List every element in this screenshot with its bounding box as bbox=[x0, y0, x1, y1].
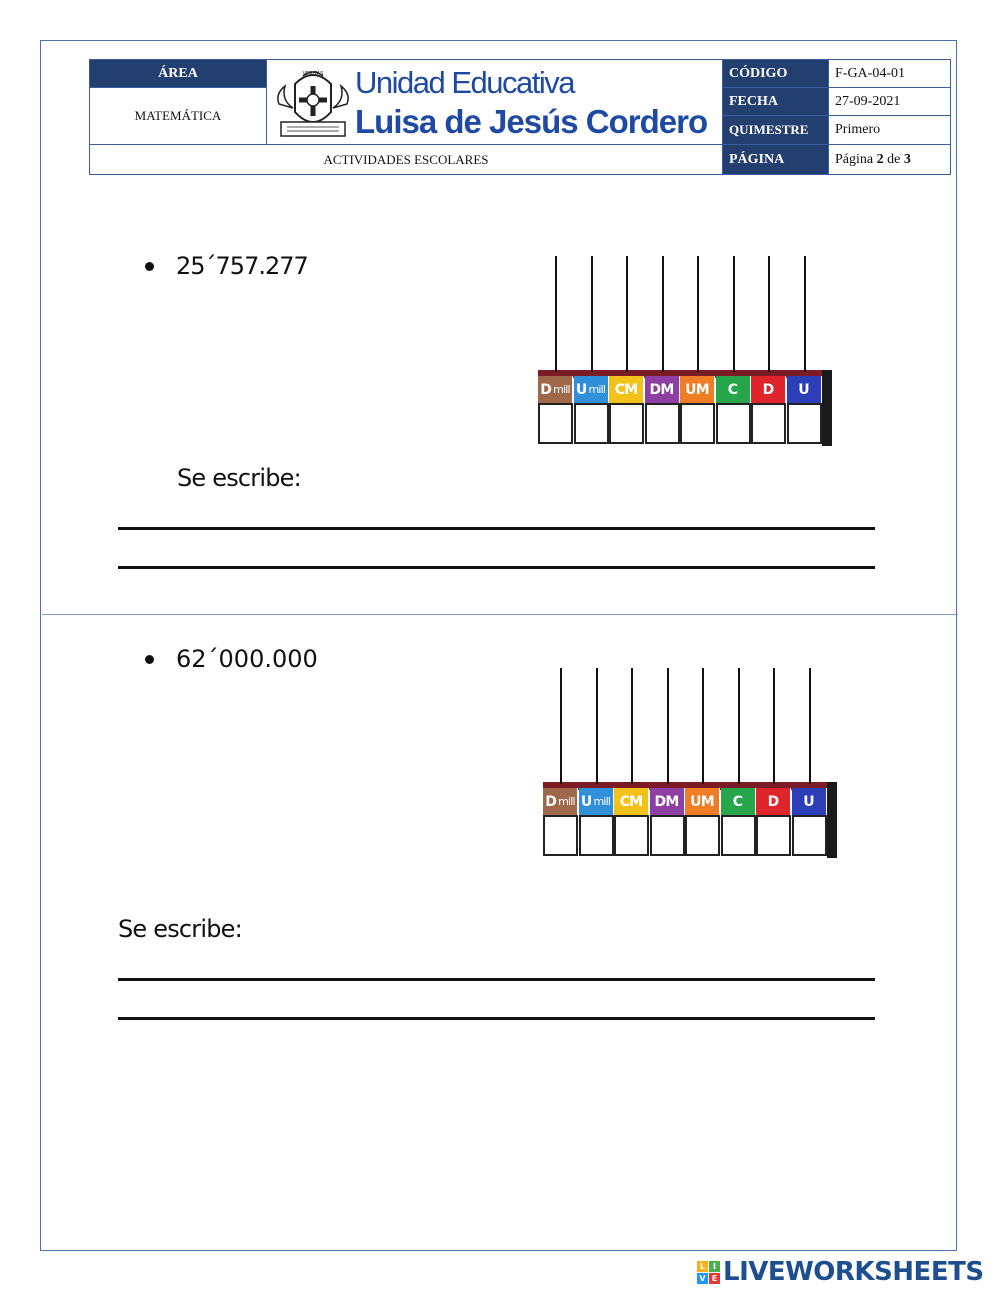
digit-input-box[interactable] bbox=[756, 815, 791, 856]
place-value-label-text: U bbox=[580, 793, 592, 810]
abacus-rod bbox=[738, 668, 740, 784]
place-value-label-sub: mill bbox=[558, 795, 575, 808]
digit-input-box[interactable] bbox=[609, 403, 644, 444]
place-value-label bbox=[538, 376, 573, 403]
liveworksheets-logo-icon bbox=[697, 1261, 720, 1284]
digit-input-box[interactable] bbox=[650, 815, 685, 856]
place-value-label-text: C bbox=[727, 381, 738, 398]
abacus-rod bbox=[804, 256, 806, 372]
abacus-rod bbox=[591, 256, 593, 372]
codigo-value: F-GA-04-01 bbox=[828, 59, 951, 88]
institution-name-line1: Unidad Educativa bbox=[355, 64, 574, 100]
abacus-rod bbox=[773, 668, 775, 784]
page-divider bbox=[42, 614, 958, 615]
place-value-label-text: U bbox=[575, 381, 587, 398]
exercise-2-item bbox=[145, 645, 318, 673]
place-value-label bbox=[716, 376, 751, 403]
exercise-1-answer-line-1[interactable] bbox=[118, 527, 875, 530]
place-value-label-text: DM bbox=[649, 381, 674, 398]
place-value-label bbox=[609, 376, 644, 403]
digit-input-box[interactable] bbox=[685, 815, 720, 856]
digit-input-box[interactable] bbox=[792, 815, 827, 856]
place-value-label bbox=[792, 788, 827, 815]
digit-input-box[interactable] bbox=[716, 403, 751, 444]
place-value-label-text: UM bbox=[685, 381, 709, 398]
digit-input-box[interactable] bbox=[721, 815, 756, 856]
exercise-2-answer-line-2[interactable] bbox=[118, 1017, 875, 1020]
abacus-2 bbox=[543, 668, 853, 868]
place-value-label bbox=[574, 376, 609, 403]
wm-block: L bbox=[697, 1261, 708, 1272]
institution-name-line2: Luisa de Jesús Cordero bbox=[355, 102, 708, 140]
abacus-rod bbox=[697, 256, 699, 372]
abacus-rod bbox=[733, 256, 735, 372]
exercise-1-answer-line-2[interactable] bbox=[118, 566, 875, 569]
wm-block: I bbox=[709, 1261, 720, 1272]
fecha-label: FECHA bbox=[722, 87, 829, 116]
exercise-2-write-label: Se escribe: bbox=[118, 915, 242, 943]
abacus-rod bbox=[596, 668, 598, 784]
place-value-label-text: U bbox=[798, 381, 809, 398]
abacus-rod bbox=[560, 668, 562, 784]
abacus-rod bbox=[768, 256, 770, 372]
place-value-label-text: D bbox=[545, 793, 557, 810]
pagina-label: PÁGINA bbox=[722, 144, 829, 175]
place-value-label-text: CM bbox=[614, 381, 638, 398]
fecha-value: 27-09-2021 bbox=[828, 87, 951, 116]
place-value-label bbox=[685, 788, 720, 815]
place-value-label bbox=[680, 376, 715, 403]
digit-input-box[interactable] bbox=[787, 403, 822, 444]
place-value-label bbox=[645, 376, 680, 403]
abacus-rod bbox=[555, 256, 557, 372]
abacus-rod bbox=[667, 668, 669, 784]
digit-input-box[interactable] bbox=[543, 815, 578, 856]
place-value-label-text: D bbox=[540, 381, 552, 398]
digit-input-box[interactable] bbox=[574, 403, 609, 444]
digit-input-box[interactable] bbox=[680, 403, 715, 444]
school-crest-icon bbox=[273, 64, 353, 140]
exercise-2-number: 62´000.000 bbox=[176, 645, 318, 673]
abacus-rod bbox=[702, 668, 704, 784]
place-value-label-text: UM bbox=[690, 793, 714, 810]
document-header bbox=[89, 59, 951, 175]
exercise-1-number: 25´757.277 bbox=[176, 252, 308, 280]
liveworksheets-watermark bbox=[697, 1257, 984, 1287]
place-value-label bbox=[543, 788, 578, 815]
institution-logo bbox=[266, 59, 723, 145]
place-value-label-text: U bbox=[803, 793, 814, 810]
place-value-label bbox=[751, 376, 786, 403]
abacus-1 bbox=[538, 256, 848, 456]
place-value-label bbox=[650, 788, 685, 815]
digit-input-box[interactable] bbox=[614, 815, 649, 856]
abacus-rod bbox=[631, 668, 633, 784]
place-value-label-text: CM bbox=[619, 793, 643, 810]
exercise-1-item bbox=[145, 252, 308, 280]
quimestre-label: QUIMESTRE bbox=[722, 115, 829, 145]
activities-title: ACTIVIDADES ESCOLARES bbox=[89, 144, 723, 175]
wm-block: V bbox=[697, 1273, 708, 1284]
area-label: ÁREA bbox=[89, 59, 267, 88]
place-value-label bbox=[787, 376, 822, 403]
place-value-label-text: C bbox=[732, 793, 743, 810]
digit-input-box[interactable] bbox=[579, 815, 614, 856]
place-value-label-sub: mill bbox=[593, 795, 611, 808]
place-value-label-text: D bbox=[762, 381, 774, 398]
bullet-icon bbox=[145, 655, 154, 664]
liveworksheets-text: LIVEWORKSHEETS bbox=[723, 1257, 984, 1287]
abacus-frame-side bbox=[827, 782, 837, 858]
codigo-label: CÓDIGO bbox=[722, 59, 829, 88]
pagina-prefix: Página bbox=[835, 151, 874, 167]
exercise-1-write-label: Se escribe: bbox=[177, 464, 301, 492]
place-value-label bbox=[721, 788, 756, 815]
quimestre-value: Primero bbox=[828, 115, 951, 145]
pagina-current: 2 bbox=[876, 151, 884, 167]
pagina-value bbox=[828, 144, 951, 175]
digit-input-box[interactable] bbox=[751, 403, 786, 444]
place-value-label bbox=[756, 788, 791, 815]
pagina-of: de bbox=[887, 151, 901, 167]
digit-input-box[interactable] bbox=[645, 403, 680, 444]
pagina-total: 3 bbox=[903, 151, 911, 167]
place-value-label bbox=[614, 788, 649, 815]
place-value-label bbox=[579, 788, 614, 815]
bullet-icon bbox=[145, 262, 154, 271]
abacus-rod bbox=[809, 668, 811, 784]
digit-input-box[interactable] bbox=[538, 403, 573, 444]
place-value-label-sub: mill bbox=[553, 383, 570, 396]
place-value-label-text: D bbox=[767, 793, 779, 810]
abacus-frame-side bbox=[822, 370, 832, 446]
wm-block: E bbox=[709, 1273, 720, 1284]
area-value: MATEMÁTICA bbox=[89, 87, 267, 145]
abacus-rod bbox=[626, 256, 628, 372]
abacus-rod bbox=[662, 256, 664, 372]
place-value-label-sub: mill bbox=[588, 383, 606, 396]
place-value-label-text: DM bbox=[654, 793, 679, 810]
exercise-2-answer-line-1[interactable] bbox=[118, 978, 875, 981]
crest-motto: VERITAS bbox=[302, 71, 324, 77]
